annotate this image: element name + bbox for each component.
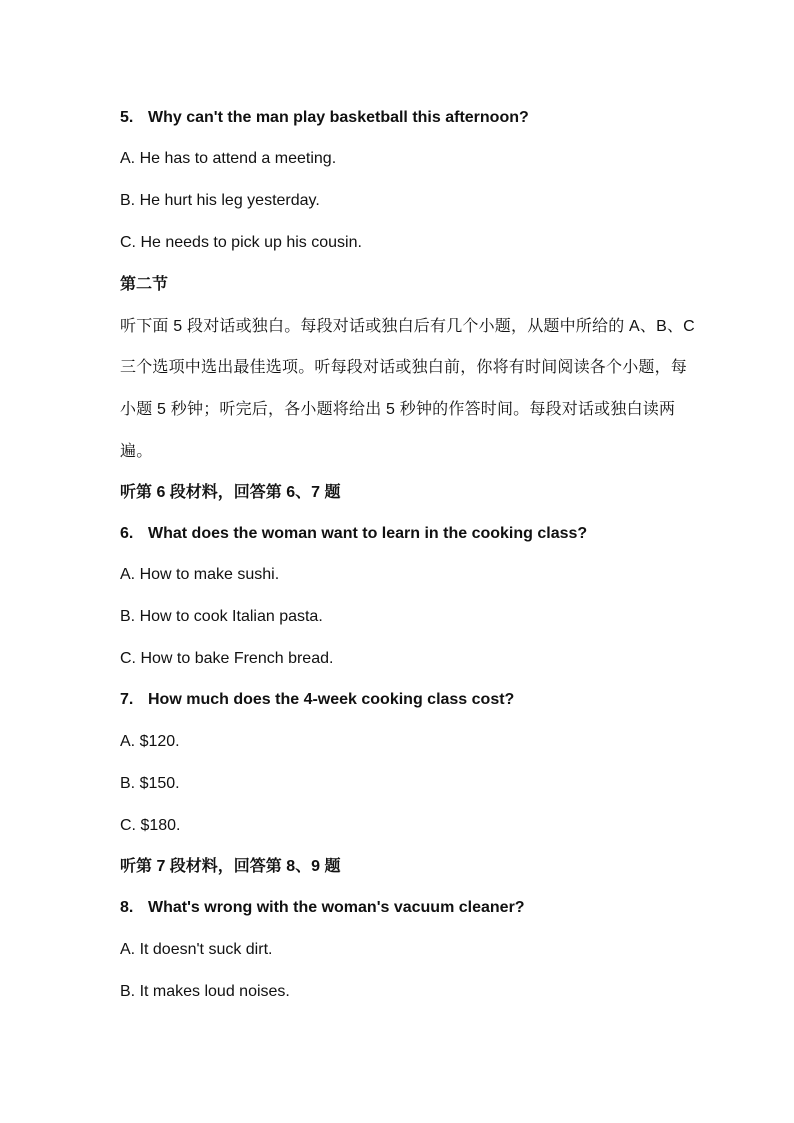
question-7 — [120, 690, 514, 710]
option-c: C. How to bake French bread. — [120, 650, 334, 667]
option-c: C. $180. — [120, 817, 181, 834]
instruction-line: 小题 5 秒钟；听完后，各小题将给出 5 秒钟的作答时间。每段对话或独白读两 — [120, 401, 676, 418]
question-text: What does the woman want to learn in the cooking class? — [148, 525, 588, 542]
option-b: B. $150. — [120, 775, 180, 792]
question-text: How much does the 4-week cooking class cost? — [148, 691, 515, 708]
question-8 — [120, 898, 525, 918]
question-number: 8. — [120, 899, 134, 916]
instruction-line: 遍。 — [120, 443, 153, 460]
question-number: 7. — [120, 691, 134, 708]
material-heading: 听第 6 段材料，回答第 6、7 题 — [120, 484, 341, 501]
question-text: What's wrong with the woman's vacuum cleaner? — [148, 899, 525, 916]
question-6 — [120, 524, 587, 544]
option-a: A. $120. — [120, 733, 180, 750]
option-a: A. He has to attend a meeting. — [120, 150, 337, 167]
question-text: Why can't the man play basketball this afternoon? — [148, 109, 529, 126]
section-title: 第二节 — [120, 276, 169, 293]
instruction-line: 三个选项中选出最佳选项。听每段对话或独白前，你将有时间阅读各个小题，每 — [120, 359, 688, 376]
option-a: A. How to make sushi. — [120, 566, 280, 583]
option-b: B. How to cook Italian pasta. — [120, 608, 323, 625]
option-c: C. He needs to pick up his cousin. — [120, 234, 362, 251]
material-heading: 听第 7 段材料，回答第 8、9 题 — [120, 858, 341, 875]
option-b: B. He hurt his leg yesterday. — [120, 192, 320, 209]
question-number: 6. — [120, 525, 134, 542]
instruction-line: 听下面 5 段对话或独白。每段对话或独白后有几个小题，从题中所给的 A、B、C — [120, 318, 695, 335]
option-a: A. It doesn't suck dirt. — [120, 941, 273, 958]
option-b: B. It makes loud noises. — [120, 983, 290, 1000]
question-5 — [120, 108, 529, 128]
question-number: 5. — [120, 109, 134, 126]
